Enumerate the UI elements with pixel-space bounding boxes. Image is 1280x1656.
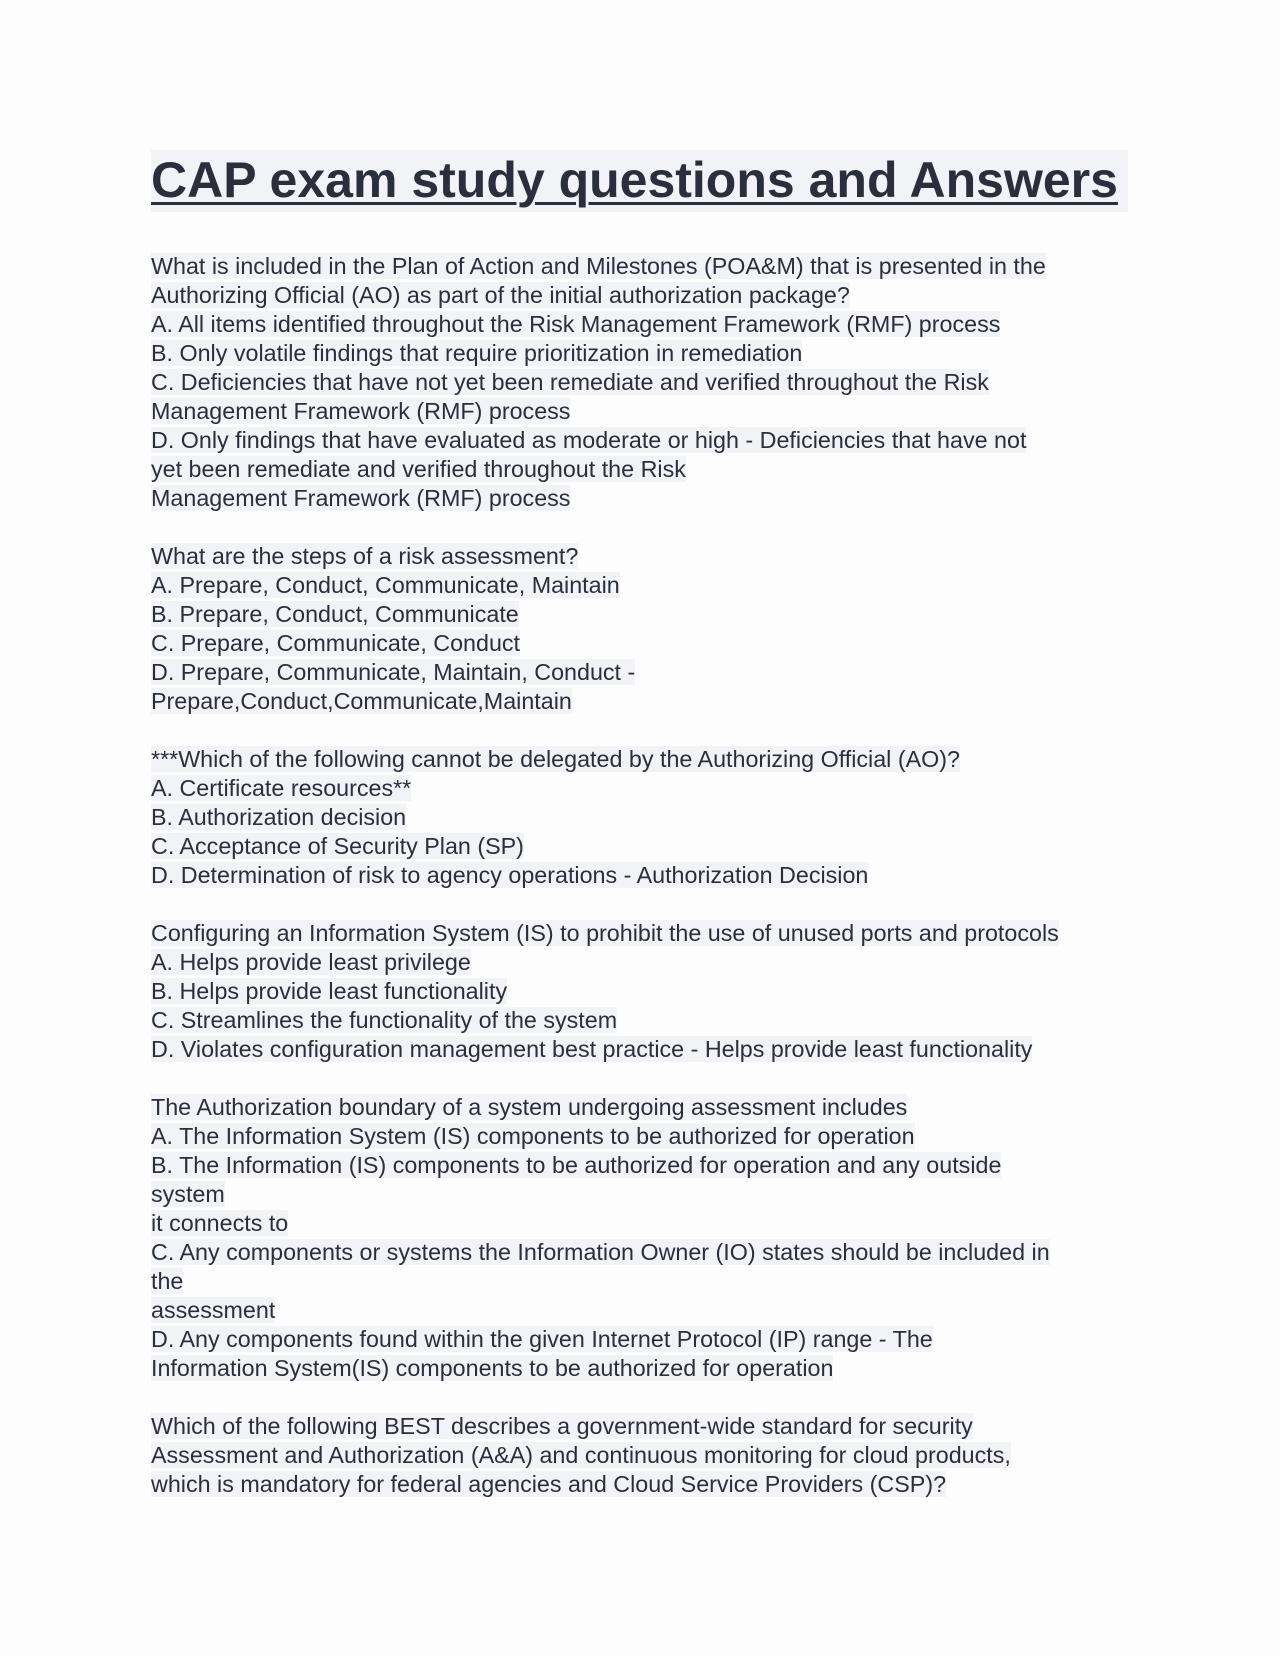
question-block	[151, 745, 1141, 890]
text-line: B. Authorization decision	[151, 804, 407, 830]
text-line: Management Framework (RMF) process	[151, 485, 571, 511]
text-line: Which of the following BEST describes a government-wide standard for security	[151, 1413, 973, 1439]
text-line: What is included in the Plan of Action and Milestones (POA&M) that is presented in the	[151, 253, 1046, 279]
text-line: C. Acceptance of Security Plan (SP)	[151, 833, 524, 859]
text-line: D. Any components found within the given Internet Protocol (IP) range - The	[151, 1326, 933, 1352]
question-block	[151, 1093, 1141, 1383]
text-line: yet been remediate and verified throughout the Risk	[151, 456, 686, 482]
text-line: it connects to	[151, 1210, 289, 1236]
text-line: B. The Information (IS) components to be authorized for operation and any outside	[151, 1152, 1002, 1178]
text-line: Assessment and Authorization (A&A) and continuous monitoring for cloud products,	[151, 1442, 1011, 1468]
text-line: D. Only findings that have evaluated as moderate or high - Deficiencies that have not	[151, 427, 1027, 453]
text-line: ***Which of the following cannot be delegated by the Authorizing Official (AO)?	[151, 746, 960, 772]
text-line: D. Determination of risk to agency operations - Authorization Decision	[151, 862, 869, 888]
question-block	[151, 1412, 1141, 1499]
text-line: A. Helps provide least privilege	[151, 949, 471, 975]
text-line: A. All items identified throughout the Risk Management Framework (RMF) process	[151, 311, 1001, 337]
question-list	[151, 252, 1141, 1499]
question-block	[151, 252, 1141, 513]
text-line: the	[151, 1268, 184, 1294]
text-line: A. Prepare, Conduct, Communicate, Maintain	[151, 572, 620, 598]
text-line: A. Certificate resources**	[151, 775, 412, 801]
text-line: Authorizing Official (AO) as part of the initial authorization package?	[151, 282, 850, 308]
text-line: C. Deficiencies that have not yet been remediate and verified throughout the Risk	[151, 369, 989, 395]
text-line: B. Only volatile findings that require prioritization in remediation	[151, 340, 803, 366]
text-line: Management Framework (RMF) process	[151, 398, 571, 424]
text-line: system	[151, 1181, 225, 1207]
text-line: Information System(IS) components to be authorized for operation	[151, 1355, 834, 1381]
text-line: The Authorization boundary of a system undergoing assessment includes	[151, 1094, 908, 1120]
document-page	[151, 150, 1141, 1528]
text-line: B. Prepare, Conduct, Communicate	[151, 601, 519, 627]
text-line: B. Helps provide least functionality	[151, 978, 508, 1004]
document-title: CAP exam study questions and Answers	[151, 150, 1128, 212]
text-line: C. Any components or systems the Information Owner (IO) states should be included in	[151, 1239, 1050, 1265]
text-line: Configuring an Information System (IS) to prohibit the use of unused ports and protocols	[151, 920, 1059, 946]
text-line: D. Violates configuration management best practice - Helps provide least functionality	[151, 1036, 1033, 1062]
text-line: What are the steps of a risk assessment?	[151, 543, 579, 569]
question-block	[151, 919, 1141, 1064]
text-line: D. Prepare, Communicate, Maintain, Conduct -	[151, 659, 636, 685]
text-line: Prepare,Conduct,Communicate,Maintain	[151, 688, 572, 714]
text-line: C. Streamlines the functionality of the system	[151, 1007, 618, 1033]
text-line: C. Prepare, Communicate, Conduct	[151, 630, 521, 656]
text-line: assessment	[151, 1297, 276, 1323]
text-line: A. The Information System (IS) components to be authorized for operation	[151, 1123, 915, 1149]
text-line: which is mandatory for federal agencies and Cloud Service Providers (CSP)?	[151, 1471, 947, 1497]
question-block	[151, 542, 1141, 716]
